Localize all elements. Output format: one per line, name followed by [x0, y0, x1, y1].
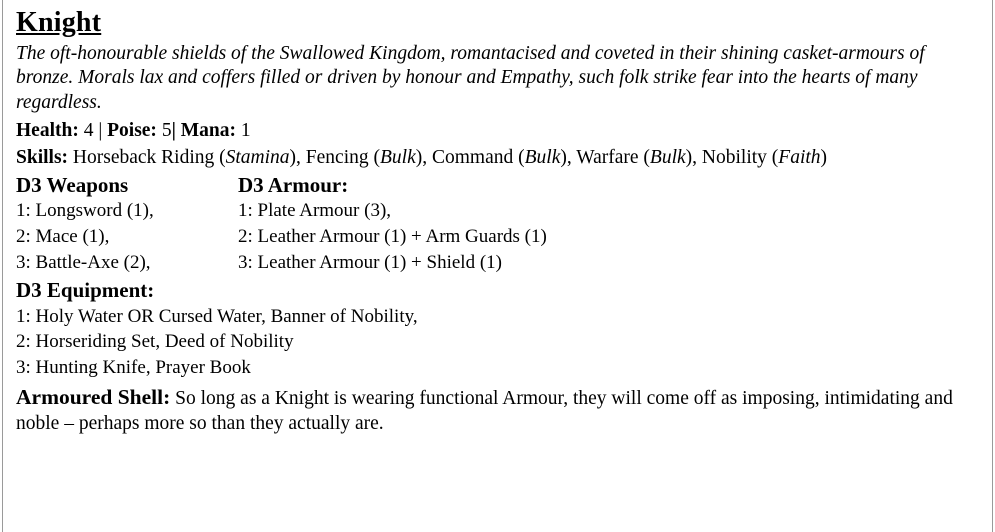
- stat-line: [16, 118, 973, 143]
- skills-line: [16, 146, 973, 171]
- skill-attribute-5: Faith: [778, 146, 821, 168]
- page-title: Knight: [16, 7, 102, 38]
- mana-label: Mana:: [180, 120, 236, 142]
- stat-separator: |: [171, 120, 181, 142]
- skill-tail-1: ),: [289, 146, 306, 168]
- poise-value: 5: [156, 120, 172, 142]
- poise-label: Poise:: [107, 120, 157, 142]
- armour-item-3: 3: Leather Armour (1) + Shield (1): [238, 251, 502, 273]
- skills-label: Skills:: [16, 146, 69, 168]
- skill-attribute-4: Bulk: [649, 146, 686, 168]
- skill-tail-2: ),: [415, 146, 432, 168]
- skill-name-1: Horseback Riding (: [68, 146, 226, 168]
- table-row: [16, 250, 973, 276]
- skill-name-4: Warfare (: [576, 146, 650, 168]
- armour-heading: D3 Armour:: [238, 173, 349, 198]
- skill-name-3: Command (: [431, 146, 525, 168]
- weapon-item-3: 3: Battle-Axe (2),: [16, 251, 151, 273]
- character-entry: [16, 6, 973, 456]
- skill-name-2: Fencing (: [305, 146, 380, 168]
- skill-attribute-2: Bulk: [380, 146, 416, 168]
- ability-name: Armoured Shell:: [16, 384, 171, 409]
- skill-attribute-1: Stamina: [225, 146, 290, 168]
- skill-tail-3: ),: [560, 146, 577, 168]
- skill-tail-4: ),: [685, 146, 702, 168]
- mana-value: 1: [235, 120, 251, 142]
- ability-description: So long as a Knight is wearing functional Armour, they will come off as imposing, intimidating and noble – perhaps more so than they actually are.: [16, 387, 953, 435]
- health-value: 4 |: [78, 120, 108, 142]
- equipment-item-2: 2: Horseriding Set, Deed of Nobility: [16, 331, 294, 353]
- skill-name-5: Nobility (: [701, 146, 779, 168]
- weapons-armour-headings: [16, 172, 973, 198]
- equipment-item-3: 3: Hunting Knife, Prayer Book: [16, 356, 251, 378]
- equipment-item-1: 1: Holy Water OR Cursed Water, Banner of Nobility,: [16, 305, 418, 327]
- table-row: [16, 224, 973, 250]
- health-label: Health:: [16, 120, 79, 142]
- skill-attribute-3: Bulk: [524, 146, 561, 168]
- weapons-heading: D3 Weapons: [16, 173, 129, 198]
- equipment-heading: D3 Equipment:: [16, 278, 155, 303]
- weapon-item-1: 1: Longsword (1),: [16, 200, 154, 222]
- flavour-text: The oft-honourable shields of the Swallowed Kingdom, romantacised and coveted in their shining casket-armours of bronze. Morals lax and coffers filled or driven by honour and Empathy, such folk strike fear into the hearts of many regardless.: [16, 42, 925, 113]
- armour-item-2: 2: Leather Armour (1) + Arm Guards (1): [238, 226, 547, 248]
- armour-item-1: 1: Plate Armour (3),: [238, 200, 392, 222]
- weapon-item-2: 2: Mace (1),: [16, 226, 110, 248]
- ability-block: [16, 384, 973, 437]
- table-row: [16, 198, 973, 224]
- skill-tail-5: ): [820, 146, 828, 168]
